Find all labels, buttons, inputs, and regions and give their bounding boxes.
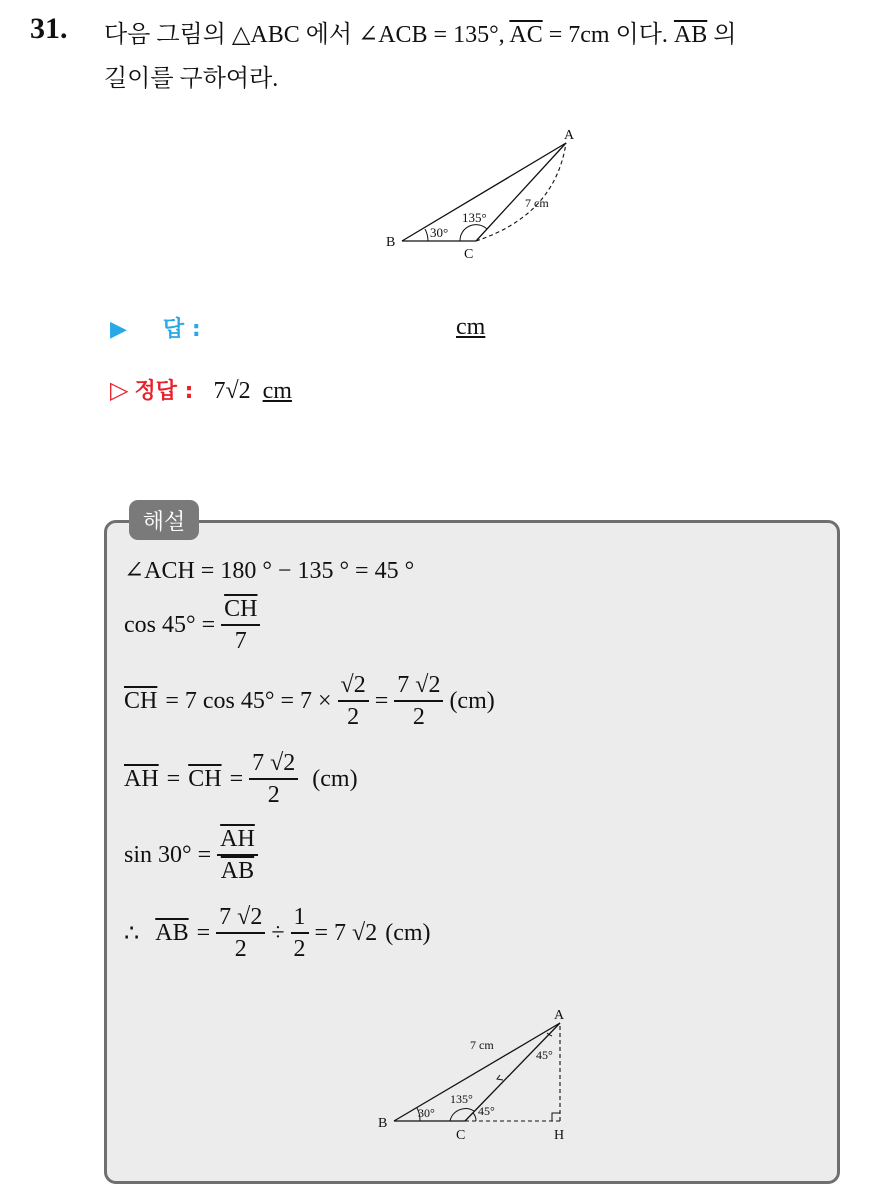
answer-label: 답 : (162, 317, 201, 342)
solution-eq4 (124, 750, 358, 809)
angle-c-outer-label: 45° (478, 1104, 495, 1118)
solution-eq1: ∠ACH = 180 ° − 135 ° = 45 ° (124, 558, 415, 584)
question-number: 31. (30, 12, 68, 45)
label-a: A (554, 1008, 565, 1023)
label-c: C (464, 247, 474, 262)
eq3-fraction2 (394, 672, 443, 731)
question-text-line2: 길이를 구하여라. (104, 66, 279, 92)
eq5-num: $\overline{AH}$ (217, 826, 258, 856)
eq4-eq2: = (229, 765, 244, 792)
eq6-f1-den: 2 (234, 936, 247, 963)
solution-eq3 (124, 672, 495, 731)
side-ac-label: 7 cm (470, 1038, 494, 1052)
eq4-unit: (cm) (312, 765, 358, 792)
eq6-eq: = (196, 919, 211, 946)
answer-unit: cm (456, 314, 486, 340)
question-text-part: 다음 그림의 △ABC 에서 ∠ACB = 135°, (104, 22, 510, 48)
eq3-seg: $\overline{CH}$ (124, 687, 158, 714)
eq3-f2-num: 7 √2 (394, 672, 443, 702)
correct-label: 정답 : (134, 379, 194, 404)
angle-b-label: 30° (418, 1106, 435, 1120)
eq3-f2-den: 2 (412, 704, 425, 731)
eq3-eq: = (374, 687, 389, 714)
eq6-fraction2 (291, 904, 309, 963)
eq3-f1-den: 2 (347, 704, 360, 731)
question-text-part: 의 (707, 22, 737, 48)
label-h: H (554, 1128, 565, 1143)
eq6-fraction1 (216, 904, 265, 963)
eq4-seg1: $\overline{AH}$ (124, 765, 159, 792)
eq4-seg2: $\overline{CH}$ (188, 765, 222, 792)
solution-eq5 (124, 826, 264, 885)
answer-row (110, 312, 201, 343)
solution-eq2 (124, 596, 266, 655)
eq6-unit: (cm) (385, 919, 431, 946)
eq6-f1-num: 7 √2 (216, 904, 265, 934)
eq5-den: AB (220, 858, 255, 885)
eq6-f2-den: 2 (293, 936, 306, 963)
correct-answer-row (110, 374, 292, 405)
label-c: C (456, 1128, 466, 1143)
eq5-fraction (217, 826, 258, 885)
eq3-f1-num: √2 (338, 672, 369, 702)
label-b: B (378, 1116, 388, 1131)
eq4-num: 7 √2 (249, 750, 298, 780)
eq4-eq: = (166, 765, 181, 792)
side-ac-label: 7 cm (525, 196, 549, 210)
answer-marker-icon: ▶ (110, 317, 127, 342)
label-a: A (564, 128, 575, 143)
eq2-fraction (221, 596, 260, 655)
eq4-fraction (249, 750, 298, 809)
triangle-figure (380, 125, 590, 265)
question-text-line1 (104, 14, 736, 49)
correct-unit: cm (262, 378, 292, 404)
solution-tag: 해설 (129, 500, 199, 540)
eq2-lhs: cos 45° = (124, 611, 216, 638)
question-text-part: = 7cm 이다. (542, 22, 674, 48)
eq2-num: $\overline{CH}$ (221, 596, 260, 626)
angle-a-label: 45° (536, 1048, 553, 1062)
angle-c-inner-label: 135° (450, 1092, 473, 1106)
eq6-seg: $\overline{AB}$ (155, 919, 189, 946)
eq6-f2-num: 1 (291, 904, 309, 934)
angle-c-label: 135° (462, 210, 487, 225)
eq5-lhs: sin 30° = (124, 841, 212, 868)
correct-value: 7√2 (213, 378, 251, 404)
segment-ab: $\overline{AB}$ (673, 22, 708, 48)
eq6-div: ÷ (271, 919, 285, 946)
eq4-den: 2 (267, 782, 280, 809)
solution-figure (370, 1005, 590, 1150)
eq3-unit: (cm) (449, 687, 495, 714)
eq2-den: 7 (234, 628, 247, 655)
eq3-mid: = 7 cos 45° = 7 × (165, 687, 332, 714)
solution-eq6 (124, 904, 431, 963)
eq6-result: = 7 √2 (314, 919, 378, 946)
angle-b-label: 30° (430, 225, 449, 240)
segment-ac: $\overline{AC}$ (509, 22, 543, 48)
eq3-fraction1 (338, 672, 369, 731)
label-b: B (386, 235, 396, 250)
correct-marker-icon: ▷ (110, 376, 129, 404)
eq6-therefore: ∴ (124, 920, 140, 947)
